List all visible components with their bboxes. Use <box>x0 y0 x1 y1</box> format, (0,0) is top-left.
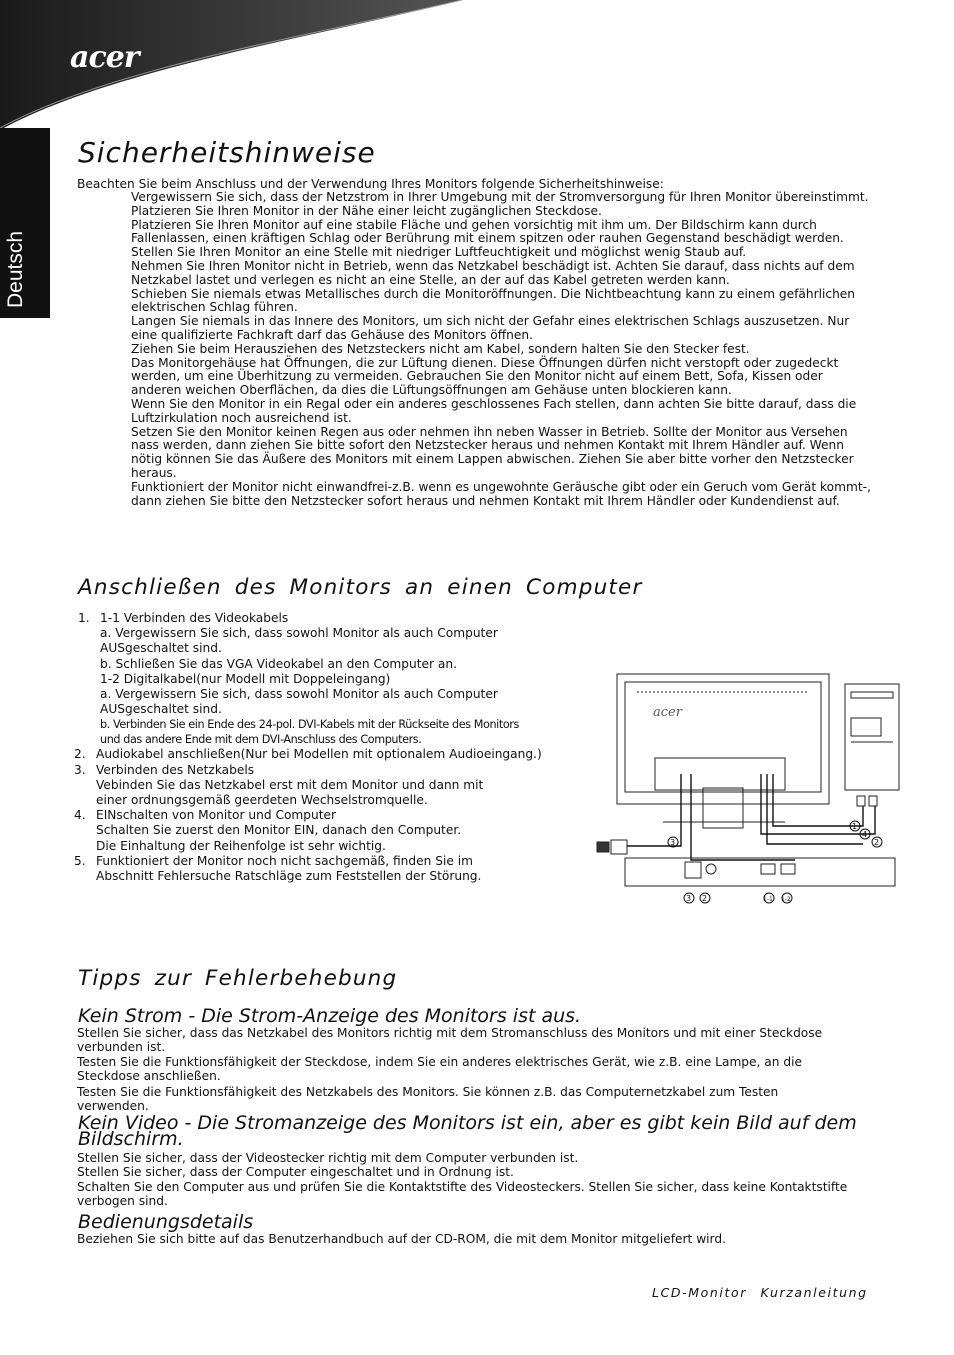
step-number: 5. <box>74 853 86 868</box>
step-3-heading: Verbinden des Netzkabels <box>96 762 255 777</box>
safety-item: Setzen Sie den Monitor keinen Regen aus oder nehmen ihn neben Wasser in Betrieb. Sollte der Monitor aus Versehen nass werden, dann ziehen Sie bitte sofort den Netzstecker heraus und nehmen Kontakt mit Ihrem Händler auf. Wenn nötig können Sie das Äußere des Monitors mit einem Lappen abwischen. Ziehen Sie aber bitte vorher den Netzstecker heraus. <box>131 424 854 480</box>
step-2-text: Audiokabel anschließen(Nur bei Modellen mit optionalem Audioeingang.) <box>96 747 542 762</box>
step-4-body-1: Schalten Sie zuerst den Monitor EIN, danach den Computer. <box>96 823 462 838</box>
subheading-no-power: Kein Strom - Die Strom-Anzeige des Monitors ist aus. <box>78 1005 582 1027</box>
step-5-text: Funktioniert der Monitor noch nicht sachgemäß, finden Sie im Abschnitt Fehlersuche Ratschläge zum Feststellen der Störung. <box>96 853 482 884</box>
language-tab <box>0 128 50 318</box>
no-power-tip-3: Testen Sie die Funktionsfähigkeit des Netzkabels des Monitors. Sie können z.B. das Computernetzkabel zum Testen verwenden. <box>77 1085 779 1113</box>
connect-title: Anschließen des Monitors an einen Computer <box>78 575 643 600</box>
safety-item: Funktioniert der Monitor nicht einwandfrei-z.B. wenn es ungewohnte Geräusche gibt oder ein Geruch vom Gerät kommt-, dann ziehen Sie bitte den Netzstecker sofort heraus und nehmen Kontakt mit Ihrem Händler oder Kundendienst auf. <box>131 479 871 508</box>
operation-details-text: Beziehen Sie sich bitte auf das Benutzerhandbuch auf der CD-ROM, die mit dem Monitor mitgeliefert wird. <box>77 1232 726 1246</box>
step-number: 3. <box>74 762 86 777</box>
callout-3: 3 <box>670 838 676 847</box>
step-1b: b. Schließen Sie das VGA Videokabel an den Computer an. <box>100 656 457 671</box>
callout-4: 4 <box>862 830 868 839</box>
callout-3-bottom: 3 <box>686 894 692 903</box>
safety-item: Wenn Sie den Monitor in ein Regal oder ein anderes geschlossenes Fach stellen, dann achten Sie bitte darauf, dass die Luftzirkulation noch ausreichend ist. <box>131 396 857 425</box>
connection-diagram <box>595 670 905 906</box>
safety-list <box>131 191 876 508</box>
safety-item: Platzieren Sie Ihren Monitor auf eine stabile Fläche und gehen vorsichtig mit ihm um. Der Bildschirm kann durch Fallenlassen, einen kräftigen Schlag oder Berührung mit einem spitzen oder rauhen Gegenstand beschädigt werden. <box>131 217 844 246</box>
safety-item: Ziehen Sie beim Herausziehen des Netzsteckers nicht am Kabel, sondern halten Sie den Stecker fest. <box>131 341 750 356</box>
language-tab-label: Deutsch <box>4 230 27 308</box>
step-2 <box>74 747 574 762</box>
safety-item: Nehmen Sie Ihren Monitor nicht in Betrieb, wenn das Netzkabel beschädigt ist. Achten Sie darauf, dass nichts auf dem Netzkabel lastet und verlegen es nicht an eine Stelle, an der auf das Kabel getreten werden kann. <box>131 258 855 287</box>
callout-2-bottom: 2 <box>702 894 708 903</box>
no-video-tip-1: Stellen Sie sicher, dass der Videostecker richtig mit dem Computer verbunden ist. <box>77 1151 579 1165</box>
safety-item: Vergewissern Sie sich, dass der Netzstrom in Ihrer Umgebung mit der Stromversorgung für Ihren Monitor übereinstimmt. <box>131 190 869 204</box>
acer-logo: acer <box>70 40 139 75</box>
step-number: 1. <box>78 611 90 625</box>
step-3 <box>74 763 574 778</box>
monitor-logo: acer <box>653 705 682 720</box>
step-4 <box>74 808 574 823</box>
no-power-tip-2: Testen Sie die Funktionsfähigkeit der Steckdose, indem Sie ein anderes elektrisches Gerät, wie z.B. eine Lampe, an die Steckdose anschließen. <box>77 1055 802 1083</box>
safety-intro: Beachten Sie beim Anschluss und der Verwendung Ihres Monitors folgende Sicherheitshinweise: <box>77 177 664 191</box>
safety-item: Stellen Sie Ihren Monitor an eine Stelle mit niedriger Luftfeuchtigkeit und möglichst wenig Staub auf. <box>131 245 747 260</box>
step-1c: a. Vergewissern Sie sich, dass sowohl Monitor als auch Computer AUSgeschaltet sind. <box>100 687 498 717</box>
callout-1-2: 1-2 <box>781 896 791 903</box>
no-video-tip-2: Stellen Sie sicher, dass der Computer eingeschaltet und in Ordnung ist. <box>77 1165 514 1179</box>
troubleshoot-title: Tipps zur Fehlerbehebung <box>78 966 398 991</box>
step-1a: a. Vergewissern Sie sich, dass sowohl Monitor als auch Computer AUSgeschaltet sind. <box>100 626 498 656</box>
step-1 <box>74 611 574 626</box>
safety-item: Langen Sie niemals in das Innere des Monitors, um sich nicht der Gefahr eines elektrischen Schlags auszusetzen. Nur eine qualifizierte Fachkraft darf das Gehäuse des Monitors öffnen. <box>131 314 850 342</box>
safety-item: Das Monitorgehäuse hat Öffnungen, die zur Lüftung dienen. Diese Öffnungen dürfen nicht verstopft oder zugedeckt werden, um eine Überhitzung zu vermeiden. Gebrauchen Sie den Monitor nicht auf einem Bett, Sofa, Kissen oder anderen weichen Oberflächen, da dies die Lüftungsöffnungen am Gehäuse unten blockieren kann. <box>131 355 839 398</box>
step-number: 2. <box>74 747 86 762</box>
step-number: 4. <box>74 808 86 823</box>
callout-1: 1 <box>852 822 858 831</box>
callout-1-1: 1-1 <box>763 896 773 903</box>
no-video-tip-3: Schalten Sie den Computer aus und prüfen Sie die Kontaktstifte des Videosteckers. Stellen Sie sicher, dass keine Kontaktstifte verbogen sind. <box>77 1180 848 1208</box>
step-1d: b. Verbinden Sie ein Ende des 24-pol. DVI-Kabels mit der Rückseite des Monitors und das andere Ende mit dem DVI-Anschluss des Computers. <box>100 718 519 747</box>
step-5 <box>74 854 516 884</box>
no-power-tip-1: Stellen Sie sicher, dass das Netzkabel des Monitors richtig mit dem Stromanschluss des Monitors und mit einer Steckdose verbunden ist. <box>77 1026 823 1054</box>
step-4-body-2: Die Einhaltung der Reihenfolge ist sehr wichtig. <box>96 838 386 853</box>
step-1-2-heading: 1-2 Digitalkabel(nur Modell mit Doppeleingang) <box>100 671 391 686</box>
safety-item: Schieben Sie niemals etwas Metallisches durch die Monitoröffnungen. Die Nichtbeachtung kann zu einem gefährlichen elektrischen Schlag führen. <box>131 286 856 315</box>
step-3-body: Vebinden Sie das Netzkabel erst mit dem Monitor und dann mit einer ordnungsgemäß geerdeten Wechselstromquelle. <box>96 777 484 808</box>
connect-steps <box>74 611 574 884</box>
footer-title: LCD-Monitor Kurzanleitung <box>652 1285 868 1300</box>
safety-title: Sicherheitshinweise <box>78 136 376 169</box>
step-4-heading: EINschalten von Monitor und Computer <box>96 808 337 823</box>
safety-item: Platzieren Sie Ihren Monitor in der Nähe einer leicht zugänglichen Steckdose. <box>131 203 602 218</box>
subheading-operation-details: Bedienungsdetails <box>78 1211 254 1233</box>
callout-2: 2 <box>874 838 880 847</box>
subheading-no-video: Kein Video - Die Stromanzeige des Monitors ist ein, aber es gibt kein Bild auf dem Bildschirm. <box>78 1112 857 1150</box>
step-1-heading: 1-1 Verbinden des Videokabels <box>100 611 289 625</box>
